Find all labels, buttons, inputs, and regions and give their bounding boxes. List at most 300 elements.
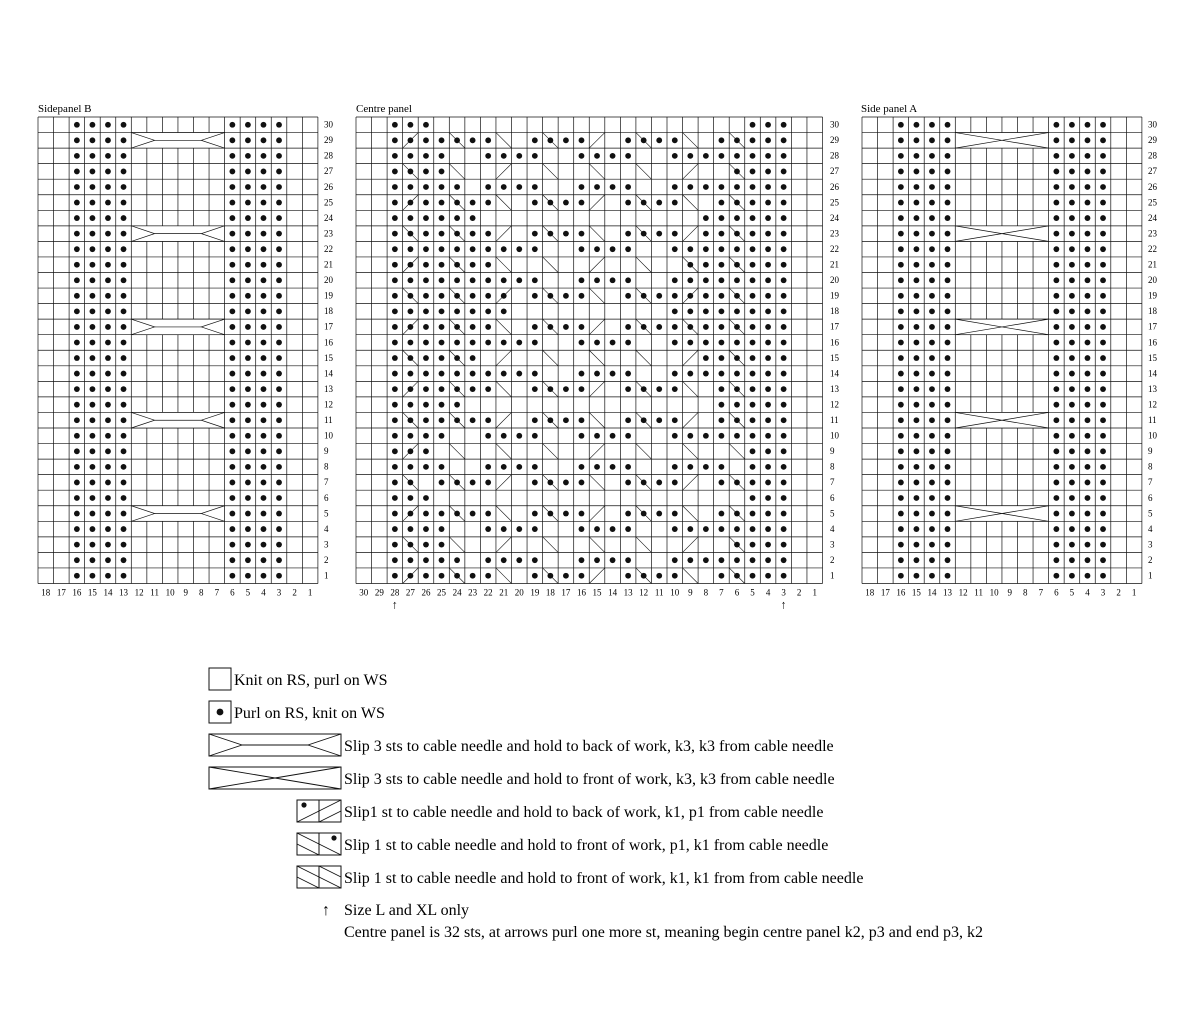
row-number: 10 xyxy=(324,430,333,441)
row-number: 27 xyxy=(1148,166,1157,177)
purl-dot xyxy=(945,277,951,283)
purl-dot xyxy=(594,371,600,377)
purl-dot xyxy=(1085,448,1091,454)
legend-twist-front-purl-item xyxy=(297,833,828,855)
purl-dot xyxy=(392,293,398,299)
twist-stitch-mark xyxy=(683,164,699,180)
column-number: 1 xyxy=(1131,587,1137,598)
column-number: 4 xyxy=(765,587,771,598)
purl-dot xyxy=(687,557,693,563)
purl-dot xyxy=(563,480,569,486)
purl-dot xyxy=(1053,231,1059,237)
purl-dot xyxy=(781,153,787,159)
purl-dot xyxy=(914,464,920,470)
purl-dot xyxy=(734,526,740,532)
purl-dot xyxy=(90,277,96,283)
purl-dot xyxy=(408,246,414,252)
column-number: 24 xyxy=(452,587,462,598)
purl-dot xyxy=(1069,511,1075,517)
purl-dot xyxy=(501,246,507,252)
purl-dot xyxy=(610,526,616,532)
purl-dot xyxy=(392,433,398,439)
purl-dot xyxy=(276,277,282,283)
arrow-up-icon: ↑ xyxy=(780,597,787,612)
purl-dot xyxy=(781,511,787,517)
twist-stitch-mark xyxy=(496,381,512,397)
row-number: 29 xyxy=(830,135,839,146)
row-number: 17 xyxy=(830,321,839,332)
purl-dot xyxy=(501,371,507,377)
row-number: 25 xyxy=(324,197,333,208)
purl-dot xyxy=(470,371,476,377)
purl-dot xyxy=(105,542,111,548)
purl-dot xyxy=(121,200,127,206)
purl-dot xyxy=(1053,417,1059,423)
purl-dot xyxy=(470,262,476,268)
purl-dot xyxy=(1069,308,1075,314)
purl-dot xyxy=(74,324,80,330)
purl-dot xyxy=(74,495,80,501)
purl-dot xyxy=(914,200,920,206)
purl-dot xyxy=(703,277,709,283)
purl-dot xyxy=(229,371,235,377)
column-number: 17 xyxy=(880,587,890,598)
purl-dot xyxy=(898,433,904,439)
purl-dot xyxy=(121,153,127,159)
column-number: 13 xyxy=(943,587,953,598)
twist-stitch-mark xyxy=(636,288,652,304)
row-number: 2 xyxy=(830,554,835,565)
purl-dot xyxy=(229,386,235,392)
purl-dot xyxy=(276,184,282,190)
purl-dot xyxy=(914,495,920,501)
purl-dot xyxy=(781,557,787,563)
purl-dot xyxy=(245,433,251,439)
purl-dot xyxy=(1100,308,1106,314)
purl-dot xyxy=(914,480,920,486)
purl-dot xyxy=(945,340,951,346)
twist-stitch-mark xyxy=(449,506,465,522)
twist-stitch-mark xyxy=(589,195,605,211)
purl-dot xyxy=(1069,433,1075,439)
purl-dot xyxy=(765,277,771,283)
purl-dot xyxy=(121,262,127,268)
twist-front-knit-icon xyxy=(297,866,341,888)
purl-dot xyxy=(439,480,445,486)
twist-stitch-mark xyxy=(403,537,419,553)
purl-dot xyxy=(750,137,756,143)
purl-dot xyxy=(719,464,725,470)
purl-dot xyxy=(276,122,282,128)
purl-dot xyxy=(229,293,235,299)
purl-dot xyxy=(516,153,522,159)
twist-stitch-mark xyxy=(403,195,419,211)
twist-stitch-mark xyxy=(543,475,559,491)
column-number: 11 xyxy=(974,587,983,598)
purl-dot xyxy=(74,169,80,175)
purl-dot xyxy=(672,340,678,346)
purl-dot xyxy=(929,184,935,190)
purl-dot xyxy=(423,277,429,283)
purl-dot xyxy=(501,557,507,563)
purl-dot xyxy=(261,277,267,283)
purl-dot xyxy=(1053,277,1059,283)
purl-dot xyxy=(121,386,127,392)
purl-dot xyxy=(105,386,111,392)
twist-stitch-mark xyxy=(543,164,559,180)
twist-stitch-mark xyxy=(683,288,699,304)
purl-dot xyxy=(245,153,251,159)
twist-stitch-mark xyxy=(589,350,605,366)
purl-dot xyxy=(439,371,445,377)
purl-dot xyxy=(781,308,787,314)
purl-dot xyxy=(74,293,80,299)
purl-dot xyxy=(945,324,951,330)
purl-dot xyxy=(485,293,491,299)
row-number: 12 xyxy=(324,399,333,410)
purl-dot xyxy=(898,464,904,470)
purl-dot xyxy=(74,184,80,190)
twist-stitch-mark xyxy=(589,164,605,180)
purl-dot xyxy=(408,371,414,377)
purl-dot xyxy=(945,542,951,548)
purl-dot xyxy=(90,324,96,330)
row-number: 1 xyxy=(1148,570,1153,581)
purl-dot xyxy=(439,526,445,532)
purl-dot xyxy=(1100,495,1106,501)
purl-dot xyxy=(261,386,267,392)
purl-dot xyxy=(945,573,951,579)
purl-dot xyxy=(485,246,491,252)
purl-dot xyxy=(1100,448,1106,454)
purl-dot xyxy=(929,417,935,423)
purl-dot xyxy=(90,169,96,175)
row-number: 19 xyxy=(830,290,839,301)
purl-dot xyxy=(1085,417,1091,423)
purl-dot xyxy=(90,402,96,408)
purl-dot xyxy=(765,402,771,408)
purl-dot xyxy=(672,184,678,190)
purl-dot xyxy=(90,308,96,314)
purl-dot xyxy=(392,262,398,268)
purl-dot xyxy=(594,557,600,563)
purl-dot xyxy=(245,355,251,361)
purl-dot xyxy=(276,137,282,143)
purl-dot xyxy=(1069,184,1075,190)
purl-dot xyxy=(672,480,678,486)
purl-dot xyxy=(1069,246,1075,252)
purl-dot xyxy=(439,355,445,361)
purl-dot xyxy=(485,386,491,392)
purl-dot xyxy=(945,402,951,408)
purl-dot xyxy=(765,464,771,470)
purl-dot xyxy=(74,511,80,517)
row-number: 4 xyxy=(1148,523,1153,534)
purl-dot xyxy=(439,293,445,299)
purl-dot xyxy=(121,542,127,548)
purl-dot xyxy=(532,371,538,377)
purl-dot xyxy=(261,262,267,268)
purl-dot xyxy=(750,215,756,221)
purl-dot xyxy=(898,262,904,268)
purl-dot xyxy=(734,277,740,283)
purl-dot xyxy=(765,573,771,579)
purl-dot xyxy=(501,340,507,346)
column-number: 5 xyxy=(750,587,755,598)
purl-dot xyxy=(454,308,460,314)
purl-dot xyxy=(276,371,282,377)
purl-dot xyxy=(261,200,267,206)
purl-dot xyxy=(898,246,904,252)
column-number: 15 xyxy=(592,587,602,598)
purl-dot xyxy=(750,495,756,501)
twist-stitch-mark xyxy=(449,288,465,304)
purl-dot xyxy=(703,246,709,252)
twist-stitch-mark xyxy=(543,506,559,522)
column-number: 3 xyxy=(781,587,786,598)
purl-dot xyxy=(945,417,951,423)
purl-dot xyxy=(625,200,631,206)
purl-dot xyxy=(485,277,491,283)
purl-dot xyxy=(392,184,398,190)
purl-dot xyxy=(276,464,282,470)
purl-dot xyxy=(229,324,235,330)
purl-dot xyxy=(245,200,251,206)
purl-dot xyxy=(245,386,251,392)
purl-dot xyxy=(276,417,282,423)
purl-dot xyxy=(423,417,429,423)
purl-dot xyxy=(1053,246,1059,252)
purl-dot xyxy=(579,573,585,579)
twist-stitch-mark xyxy=(403,133,419,149)
twist-stitch-mark xyxy=(449,257,465,273)
purl-dot xyxy=(439,417,445,423)
purl-dot xyxy=(90,200,96,206)
purl-dot xyxy=(121,215,127,221)
purl-dot xyxy=(672,433,678,439)
purl-dot xyxy=(261,137,267,143)
column-number: 20 xyxy=(514,587,524,598)
purl-dot xyxy=(1085,511,1091,517)
purl-dot xyxy=(1085,277,1091,283)
row-number: 5 xyxy=(1148,508,1153,519)
purl-dot xyxy=(423,262,429,268)
purl-dot xyxy=(1085,386,1091,392)
purl-dot xyxy=(74,215,80,221)
twist-stitch-mark xyxy=(449,444,465,460)
purl-dot xyxy=(781,573,787,579)
purl-dot xyxy=(914,277,920,283)
purl-dot xyxy=(1069,417,1075,423)
purl-dot xyxy=(470,573,476,579)
purl-dot xyxy=(229,355,235,361)
purl-dot xyxy=(423,293,429,299)
purl-dot xyxy=(516,433,522,439)
purl-dot xyxy=(898,480,904,486)
purl-dot xyxy=(261,557,267,563)
purl-dot xyxy=(914,340,920,346)
purl-dot xyxy=(408,122,414,128)
purl-dot xyxy=(470,215,476,221)
purl-dot xyxy=(781,262,787,268)
twist-stitch-mark xyxy=(403,444,419,460)
purl-dot xyxy=(90,433,96,439)
purl-dot xyxy=(1053,402,1059,408)
purl-dot xyxy=(121,480,127,486)
purl-dot xyxy=(1053,433,1059,439)
purl-dot xyxy=(485,231,491,237)
purl-dot xyxy=(1085,573,1091,579)
purl-dot xyxy=(245,262,251,268)
purl-dot xyxy=(1085,308,1091,314)
purl-dot xyxy=(719,200,725,206)
twist-stitch-mark xyxy=(403,319,419,335)
purl-dot xyxy=(625,277,631,283)
purl-dot xyxy=(579,433,585,439)
row-number: 6 xyxy=(324,492,329,503)
twist-stitch-mark xyxy=(543,444,559,460)
purl-dot xyxy=(261,231,267,237)
purl-dot xyxy=(625,526,631,532)
purl-dot xyxy=(121,417,127,423)
twist-stitch-mark xyxy=(543,133,559,149)
purl-dot xyxy=(929,464,935,470)
purl-dot xyxy=(1100,386,1106,392)
purl-dot xyxy=(1100,573,1106,579)
purl-dot xyxy=(423,526,429,532)
purl-dot xyxy=(929,433,935,439)
column-number: 7 xyxy=(214,587,220,598)
twist-stitch-mark xyxy=(729,412,745,428)
twist-stitch-mark xyxy=(589,506,605,522)
row-number: 11 xyxy=(830,415,839,426)
purl-dot xyxy=(765,122,771,128)
purl-dot xyxy=(579,324,585,330)
purl-dot xyxy=(105,231,111,237)
purl-dot xyxy=(105,153,111,159)
twist-stitch-mark xyxy=(496,164,512,180)
legend-purl-item xyxy=(209,701,385,723)
purl-dot xyxy=(1069,557,1075,563)
purl-dot xyxy=(1069,402,1075,408)
purl-dot xyxy=(261,417,267,423)
twist-stitch-mark xyxy=(636,444,652,460)
column-number: 17 xyxy=(561,587,571,598)
purl-dot xyxy=(276,433,282,439)
purl-dot xyxy=(594,464,600,470)
purl-dot xyxy=(703,433,709,439)
purl-dot xyxy=(485,308,491,314)
column-number: 14 xyxy=(608,587,618,598)
column-number: 9 xyxy=(183,587,188,598)
purl-dot xyxy=(914,386,920,392)
purl-dot xyxy=(105,293,111,299)
purl-dot xyxy=(1100,200,1106,206)
purl-dot xyxy=(74,480,80,486)
purl-dot xyxy=(105,433,111,439)
column-number: 11 xyxy=(150,587,159,598)
purl-dot xyxy=(423,324,429,330)
purl-dot xyxy=(245,402,251,408)
purl-dot xyxy=(579,184,585,190)
purl-dot xyxy=(914,324,920,330)
purl-dot xyxy=(423,340,429,346)
purl-dot xyxy=(594,277,600,283)
purl-dot xyxy=(734,215,740,221)
purl-dot xyxy=(454,402,460,408)
purl-dot xyxy=(74,557,80,563)
purl-dot xyxy=(750,526,756,532)
purl-dot xyxy=(485,480,491,486)
purl-dot xyxy=(563,293,569,299)
purl-dot xyxy=(914,355,920,361)
purl-dot xyxy=(719,184,725,190)
purl-dot xyxy=(485,464,491,470)
purl-dot xyxy=(245,293,251,299)
purl-dot xyxy=(1069,448,1075,454)
purl-dot xyxy=(276,169,282,175)
row-number: 13 xyxy=(1148,383,1157,394)
purl-dot xyxy=(245,448,251,454)
purl-dot xyxy=(750,200,756,206)
column-number: 12 xyxy=(134,587,144,598)
purl-dot xyxy=(781,448,787,454)
purl-dot xyxy=(1085,480,1091,486)
purl-dot xyxy=(734,184,740,190)
purl-dot xyxy=(625,371,631,377)
purl-dot xyxy=(703,262,709,268)
legend-knit-label: Knit on RS, purl on WS xyxy=(234,672,388,689)
twist-stitch-mark xyxy=(729,319,745,335)
purl-dot xyxy=(625,511,631,517)
purl-dot xyxy=(245,184,251,190)
purl-dot xyxy=(532,231,538,237)
purl-dot xyxy=(1085,464,1091,470)
twist-stitch-mark xyxy=(683,350,699,366)
purl-dot xyxy=(719,511,725,517)
purl-dot xyxy=(781,355,787,361)
purl-dot xyxy=(74,464,80,470)
purl-dot xyxy=(945,526,951,532)
purl-dot xyxy=(408,557,414,563)
column-number: 8 xyxy=(703,587,709,598)
purl-dot xyxy=(703,340,709,346)
column-number: 30 xyxy=(359,587,369,598)
purl-dot xyxy=(392,169,398,175)
row-number: 22 xyxy=(1148,243,1157,254)
purl-dot xyxy=(929,511,935,517)
purl-dot xyxy=(734,371,740,377)
purl-dot xyxy=(532,433,538,439)
purl-dot xyxy=(929,246,935,252)
purl-dot xyxy=(408,340,414,346)
purl-dot xyxy=(1053,262,1059,268)
purl-dot xyxy=(121,371,127,377)
purl-dot xyxy=(408,526,414,532)
purl-dot xyxy=(532,324,538,330)
purl-dot xyxy=(579,526,585,532)
row-number: 18 xyxy=(1148,306,1157,317)
purl-dot xyxy=(245,169,251,175)
column-number: 16 xyxy=(896,587,906,598)
twist-stitch-mark xyxy=(589,412,605,428)
purl-dot xyxy=(672,200,678,206)
purl-dot xyxy=(105,277,111,283)
purl-dot xyxy=(703,293,709,299)
purl-dot xyxy=(765,355,771,361)
purl-dot xyxy=(672,386,678,392)
column-number: 11 xyxy=(654,587,664,598)
